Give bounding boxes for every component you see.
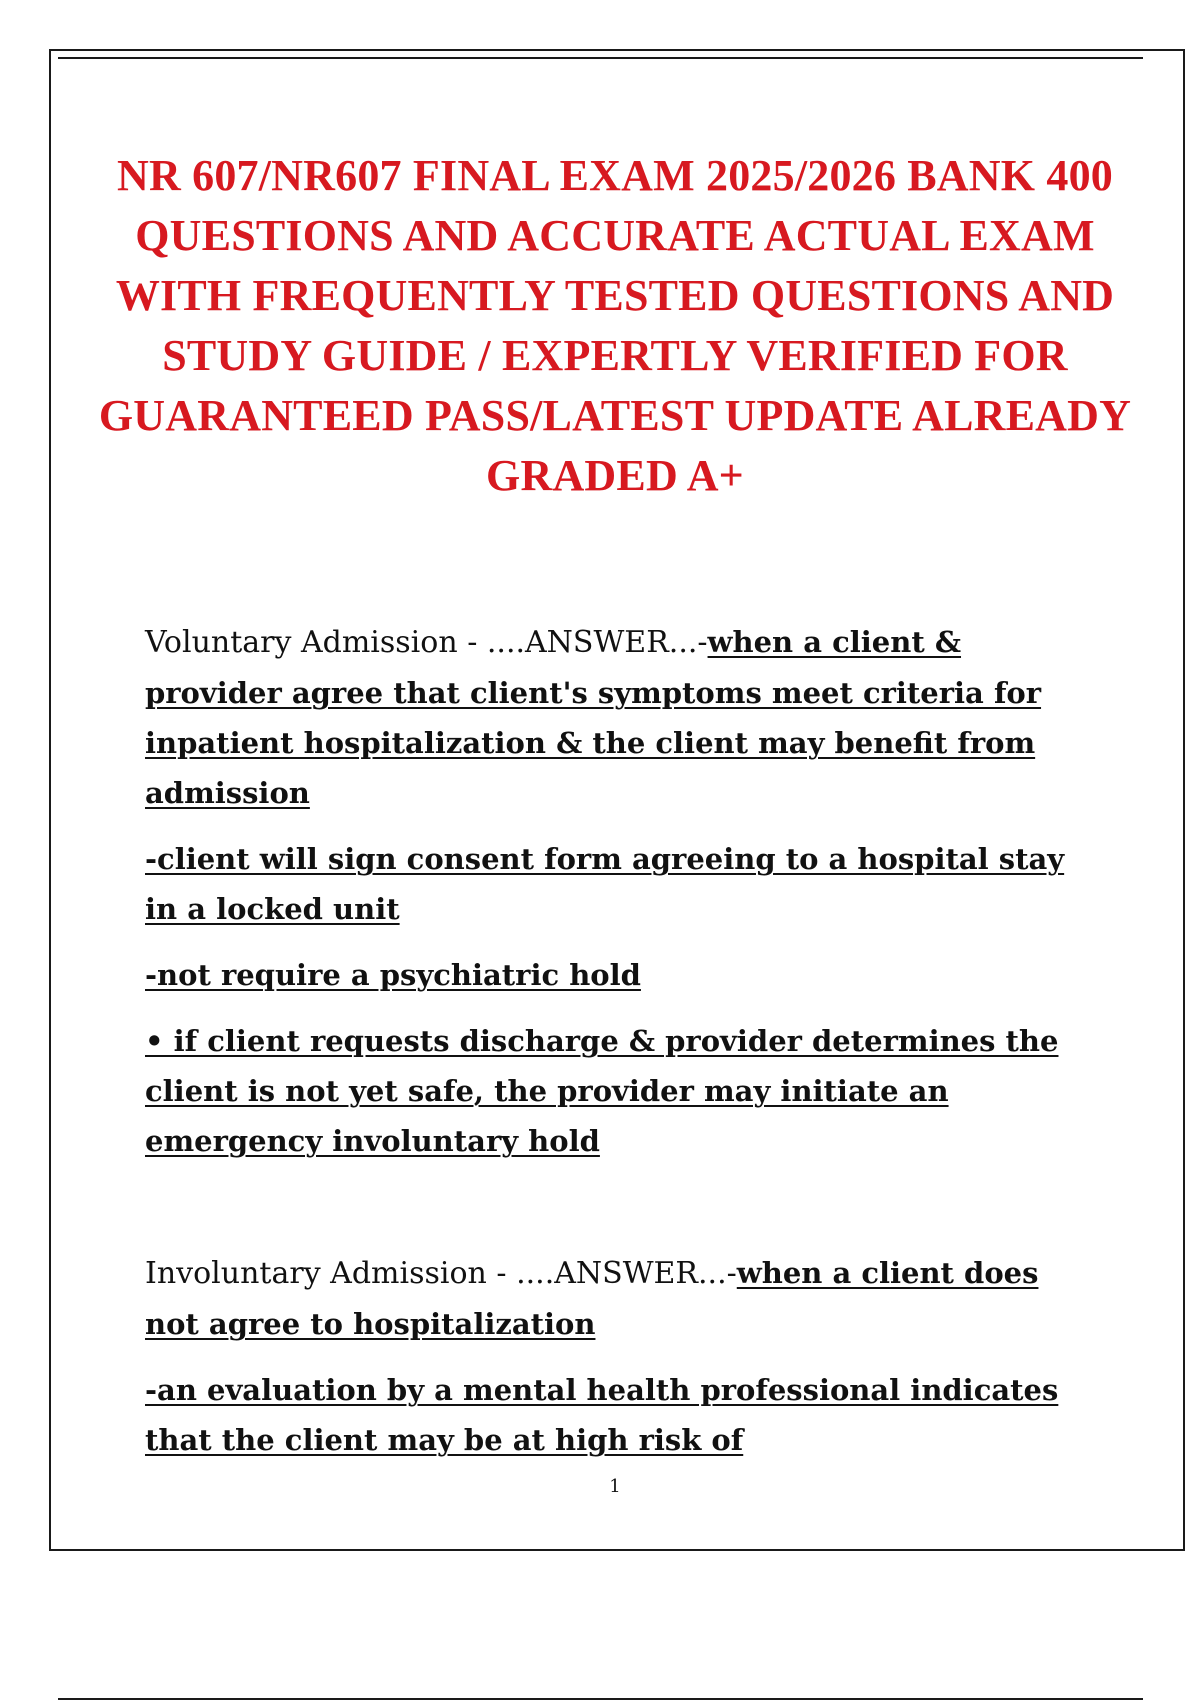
qa-term: Voluntary Admission	[145, 625, 458, 660]
qa-entries	[145, 617, 1065, 1481]
qa-point-text: -an evaluation by a mental health professional indicates that the client may be at high risk of	[145, 1373, 1059, 1457]
qa-definition: when a client & provider agree that client's symptoms meet criteria for inpatient hospitalization & the client may benefit from admission	[145, 625, 1042, 810]
page-number: 1	[609, 1476, 621, 1497]
top-rule	[58, 57, 1143, 59]
qa-point	[145, 1016, 1065, 1166]
qa-entry-voluntary-admission	[145, 617, 1065, 1166]
qa-point-text: -not require a psychiatric hold	[145, 958, 641, 992]
qa-term: Involuntary Admission	[145, 1256, 487, 1291]
document-title: NR 607/NR607 FINAL EXAM 2025/2026 BANK 400 QUESTIONS AND ACCURATE ACTUAL EXAM WITH FREQUENTLY TESTED QUESTIONS AND STUDY GUIDE / EXPERTLY VERIFIED FOR GUARANTEED PASS/LATEST UPDATE ALREADY GRADED A+	[98, 151, 1132, 500]
answer-marker: - ....ANSWER...-	[457, 625, 708, 660]
qa-entry-question	[145, 1248, 1065, 1349]
answer-marker: - ....ANSWER...-	[486, 1256, 737, 1291]
qa-point	[145, 1365, 1065, 1465]
qa-point-text: -client will sign consent form agreeing to a hospital stay in a locked unit	[145, 842, 1065, 926]
qa-point-text: • if client requests discharge & provider determines the client is not yet safe, the provider may initiate an emergency involuntary hold	[145, 1024, 1059, 1158]
qa-point	[145, 834, 1065, 934]
qa-point	[145, 950, 1065, 1000]
qa-definition: when a client does not agree to hospitalization	[145, 1256, 1039, 1341]
qa-entry-involuntary-admission	[145, 1248, 1065, 1465]
qa-entry-question	[145, 617, 1065, 818]
